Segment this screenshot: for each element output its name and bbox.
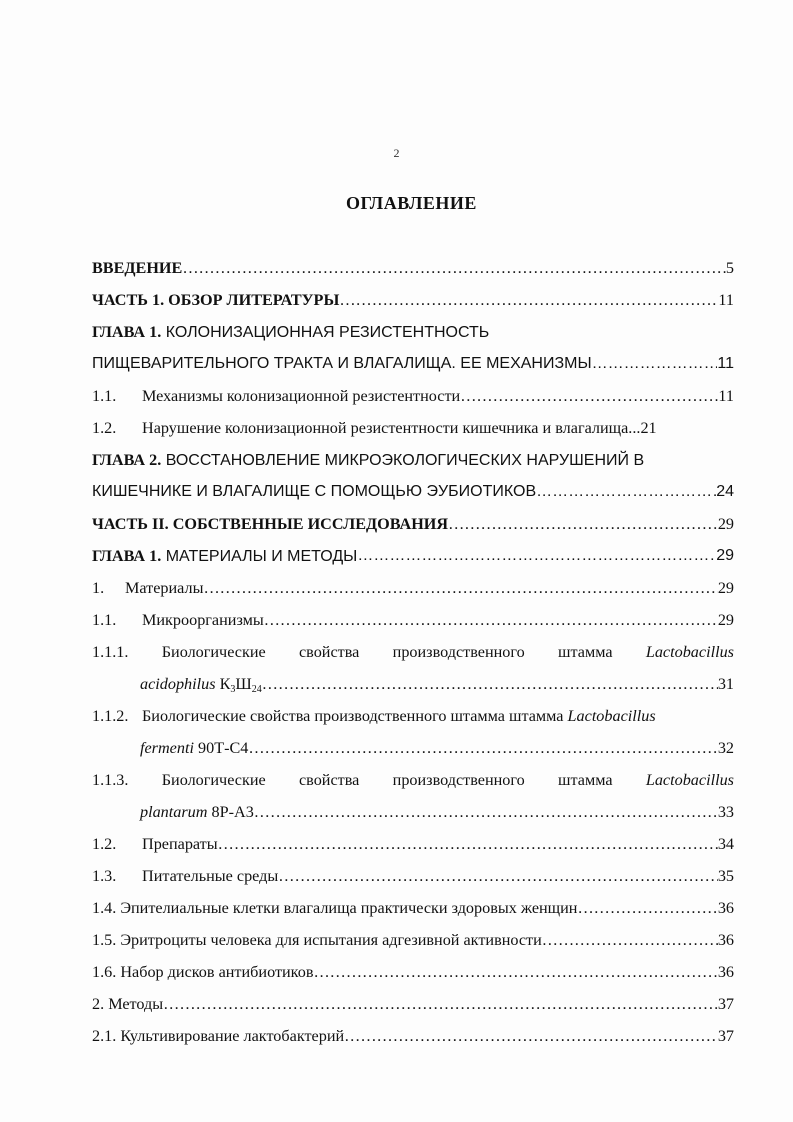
toc-entry-chapter-2[interactable]: ГЛАВА 2. ВОССТАНОВЛЕНИЕ МИКРОЭКОЛОГИЧЕСКИХ НАРУШЕНИЙ В — [92, 451, 645, 469]
toc-page: 37 — [717, 1027, 734, 1045]
toc-page: 29 — [717, 515, 734, 533]
page-number: 2 — [393, 146, 400, 160]
toc-entry-materials[interactable]: 1. Материалы …………………………………………………………………………………………………………………………… 29 — [92, 572, 734, 604]
toc-entry-media[interactable]: 1.3. Питательные среды …………………………………………………………………………………………………………………………… 35 — [92, 860, 734, 892]
toc-entry-methods[interactable]: 2. Методы …………………………………………………………………………………………………………………………… 37 — [92, 988, 734, 1020]
toc-entry-1-6[interactable]: 1.6. Набор дисков антибиотиков …………………………………………………………………………………………………………………………… 36 — [92, 956, 734, 988]
toc-entry-1-1-3[interactable]: 1.1.3. Биологические свойства производственного штамма Lactobacillus — [92, 771, 734, 789]
toc-entry-chapter-1[interactable]: ГЛАВА 1. КОЛОНИЗАЦИОННАЯ РЕЗИСТЕНТНОСТЬ — [92, 323, 490, 341]
toc-page: 5 — [725, 259, 734, 277]
toc-entry-1-5[interactable]: 1.5. Эритроциты человека для испытания адгезивной активности …………………………………………………………………………………………………………………………… 36 — [92, 924, 734, 956]
toc-page: 36 — [717, 963, 734, 981]
toc-entry-1-1-1-cont[interactable]: acidophilus $К_3Ш_{24}$ …………………………………………………………………………………………………………………………… 31 — [92, 668, 734, 700]
toc-page: 36 — [717, 931, 734, 949]
toc-page: 36 — [717, 899, 734, 917]
toc-page: 29 — [716, 547, 734, 564]
toc-page: 29 — [717, 579, 734, 597]
toc-page: 11 — [718, 387, 734, 405]
toc-page: 29 — [717, 611, 734, 629]
toc-entry-chapter-1-cont[interactable]: ПИЩЕВАРИТЕЛЬНОГО ТРАКТА И ВЛАГАЛИЩА. ЕЕ МЕХАНИЗМЫ …………………………………………………………………………………………………………………………… 11 — [92, 348, 734, 380]
toc-page: 11 — [717, 355, 734, 372]
toc-entry-materials-methods[interactable]: ГЛАВА 1. МАТЕРИАЛЫ И МЕТОДЫ …………………………………………………………………………………………………………………………… 29 — [92, 540, 734, 572]
toc-page: 33 — [717, 803, 734, 821]
toc-entry-1-1[interactable]: 1.1. Механизмы колонизационной резистентности …………………………………………………………………………………………………………………………… 11 — [92, 380, 734, 412]
table-of-contents — [92, 252, 734, 1052]
toc-entry-1-1-3-cont[interactable]: plantarum 8Р-А3 …………………………………………………………………………………………………………………………… 33 — [92, 796, 734, 828]
toc-entry-1-1-2-cont[interactable]: fermenti 90Т-С4 …………………………………………………………………………………………………………………………… 32 — [92, 732, 734, 764]
toc-page: 34 — [717, 835, 734, 853]
toc-page: 24 — [716, 483, 734, 500]
toc-entry-preparations[interactable]: 1.2. Препараты …………………………………………………………………………………………………………………………… 34 — [92, 828, 734, 860]
toc-entry-part-2[interactable]: ЧАСТЬ II. СОБСТВЕННЫЕ ИССЛЕДОВАНИЯ …………………………………………………………………………………………………………………………… 29 — [92, 508, 734, 540]
toc-title: ОГЛАВЛЕНИЕ — [346, 193, 477, 213]
toc-page: 21 — [640, 419, 657, 437]
toc-page: 31 — [717, 675, 734, 693]
toc-page: 11 — [718, 291, 734, 309]
toc-entry-1-2[interactable]: 1.2. Нарушение колонизационной резистентности кишечника и влагалища ... 21 — [92, 412, 734, 444]
toc-entry-2-1[interactable]: 2.1. Культивирование лактобактерий …………………………………………………………………………………………………………………………… 37 — [92, 1020, 734, 1052]
toc-entry-1-1-2[interactable]: 1.1.2. Биологические свойства производственного штамма штамма Lactobacillus — [92, 707, 656, 725]
toc-entry-microorganisms[interactable]: 1.1. Микроорганизмы …………………………………………………………………………………………………………………………… 29 — [92, 604, 734, 636]
toc-page: 37 — [717, 995, 734, 1013]
toc-entry-chapter-2-cont[interactable]: КИШЕЧНИКЕ И ВЛАГАЛИЩЕ С ПОМОЩЬЮ ЭУБИОТИКОВ …………………………………………………………………………………………………………………………… 24 — [92, 476, 734, 508]
toc-entry-introduction[interactable]: ВВЕДЕНИЕ …………………………………………………………………………………………………………………………… 5 — [92, 252, 734, 284]
toc-entry-part-1[interactable]: ЧАСТЬ 1. ОБЗОР ЛИТЕРАТУРЫ …………………………………………………………………………………………………………………………… 11 — [92, 284, 734, 316]
toc-entry-1-4[interactable]: 1.4. Эпителиальные клетки влагалища практически здоровых женщин …………………………………………………………………………………………………………………………… 36 — [92, 892, 734, 924]
toc-page: 32 — [717, 739, 734, 757]
toc-entry-1-1-1[interactable]: 1.1.1. Биологические свойства производственного штамма Lactobacillus — [92, 643, 734, 661]
toc-page: 35 — [717, 867, 734, 885]
